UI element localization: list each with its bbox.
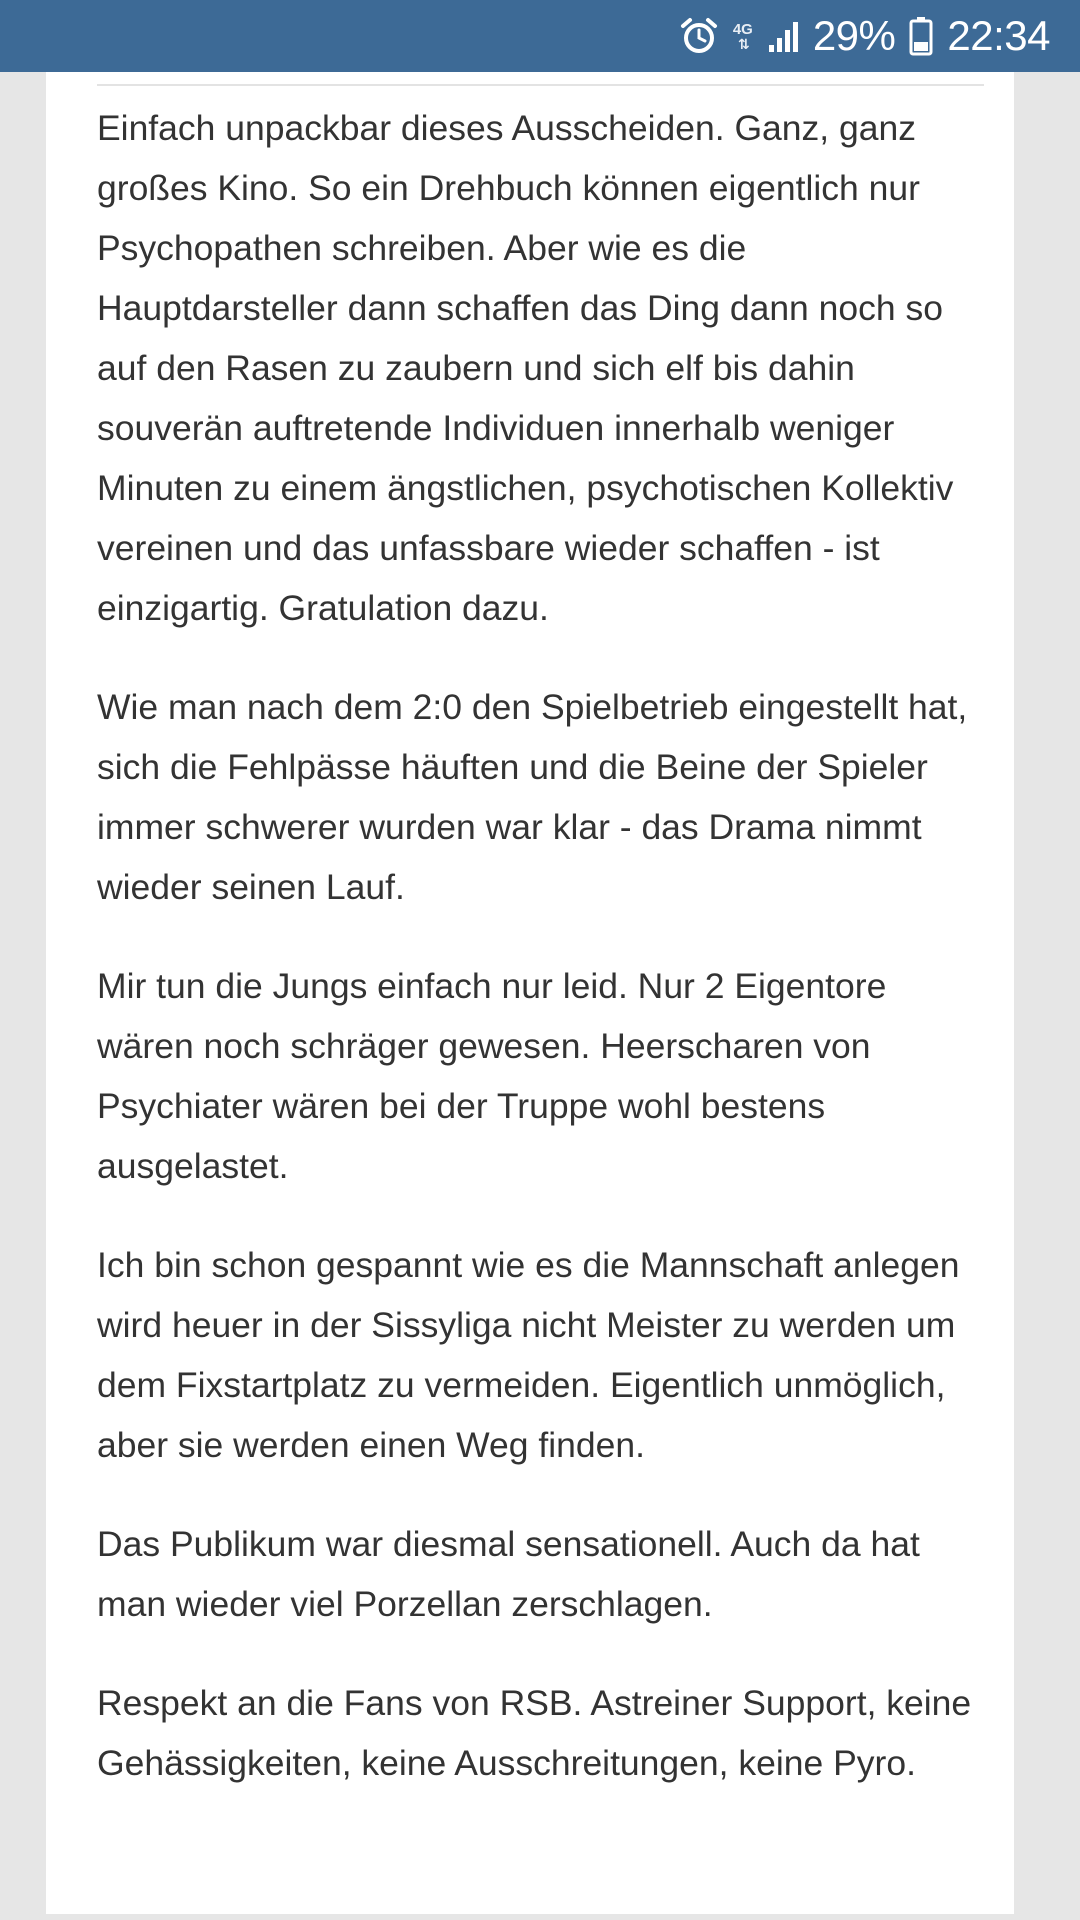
article-paragraph: Das Publikum war diesmal sensationell. Auch da hat man wieder viel Porzellan zerschlagen. (97, 1524, 920, 1624)
status-bar (0, 0, 1080, 72)
article-paragraph: Mir tun die Jungs einfach nur leid. Nur 2 Eigentore wären noch schräger gewesen. Heerscharen von Psychiater wären bei der Truppe wohl bestens ausgelastet. (97, 966, 887, 1186)
network-type-indicator (733, 22, 753, 51)
article-paragraph: Ich bin schon gespannt wie es die Mannschaft anlegen wird heuer in der Sissyliga nicht Meister zu werden um dem Fixstartplatz zu vermeiden. Eigentlich unmöglich, aber sie werden einen Weg finden. (97, 1245, 960, 1465)
network-type-label: 4G (732, 20, 753, 38)
bottom-edge (0, 1914, 1080, 1920)
article-paragraph: Wie man nach dem 2:0 den Spielbetrieb eingestellt hat, sich die Fehlpässe häuften und die Beine der Spieler immer schwerer wurden war klar - das Drama nimmt wieder seinen Lauf. (97, 687, 968, 907)
battery-percent: 29% (812, 12, 896, 59)
signal-bars-icon (767, 18, 803, 54)
divider (97, 84, 984, 86)
article-paragraph: Einfach unpackbar dieses Ausscheiden. Ganz, ganz großes Kino. So ein Drehbuch können eigentlich nur Psychopathen schreiben. Aber wie es die Hauptdarsteller dann schaffen das Ding dann noch so auf den Rasen zu zaubern und sich elf bis dahin souverän auftretende Individuen innerhalb weniger Minuten zu einem ängstlichen, psychotischen Kollektiv vereinen und das unfassbare wieder schaffen - ist einzigartig. Gratulation dazu. (97, 108, 954, 628)
battery-icon (909, 16, 933, 56)
article-card (46, 72, 1014, 1920)
clock-time: 22:34 (947, 12, 1050, 59)
alarm-clock-icon (679, 16, 719, 56)
article-paragraph: Respekt an die Fans von RSB. Astreiner Support, keine Gehässigkeiten, keine Ausschreitungen, keine Pyro. (97, 1683, 972, 1783)
data-arrows-icon: ⇅ (737, 35, 748, 52)
